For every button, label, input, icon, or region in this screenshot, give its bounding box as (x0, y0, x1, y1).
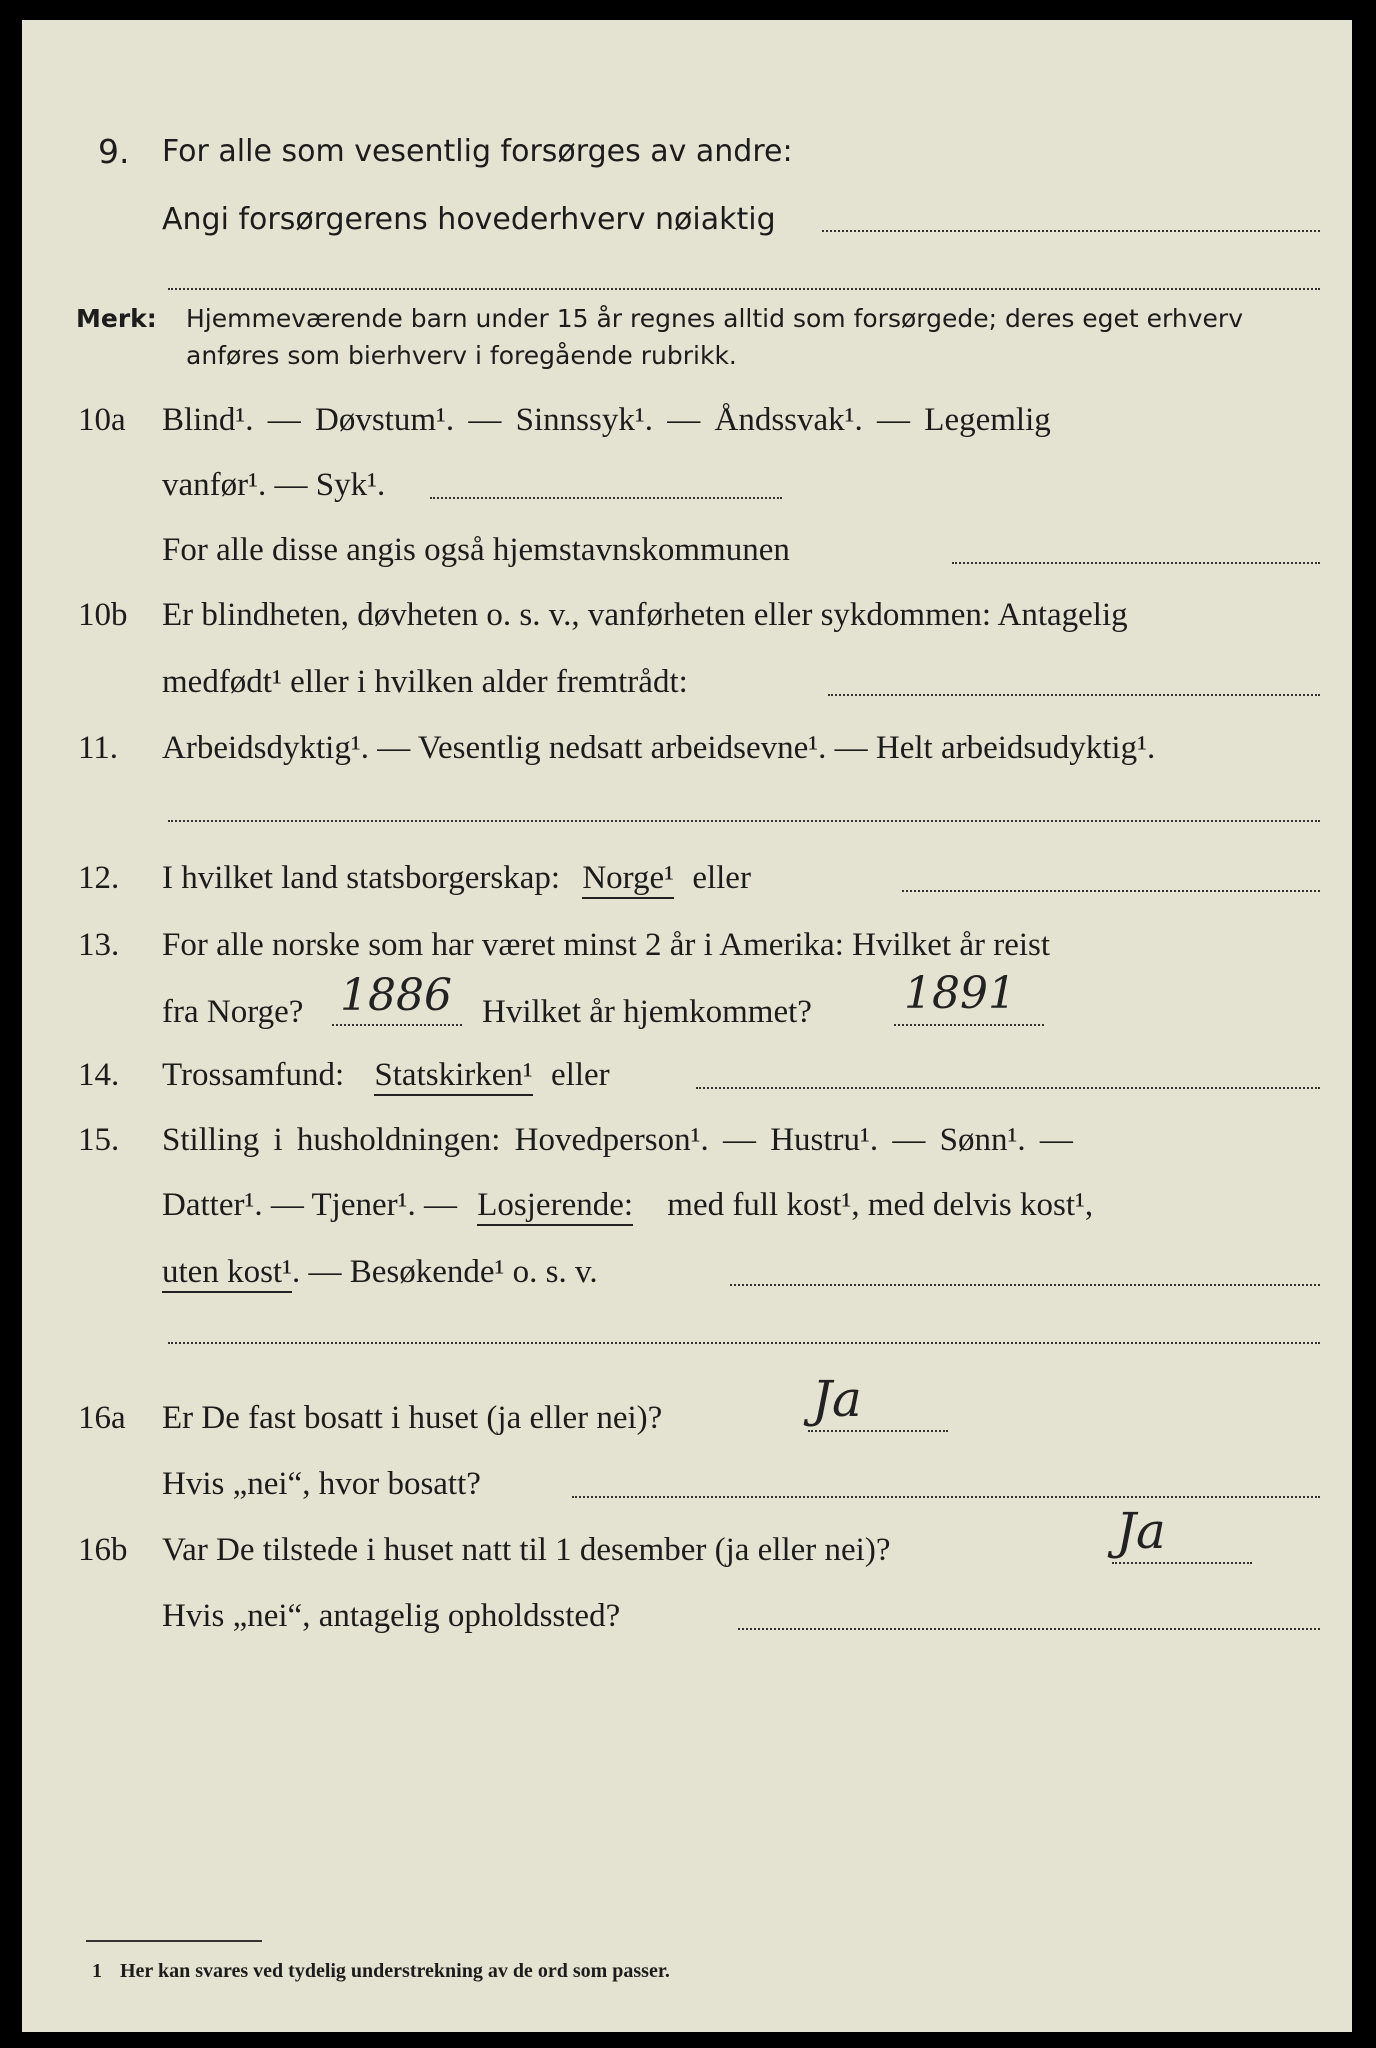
merk-line1: Hjemmeværende barn under 15 år regnes alltid som forsørgede; deres eget erhverv (186, 304, 1243, 333)
footnote-mark: 1 (92, 1960, 102, 1982)
q12-number: 12. (78, 860, 120, 896)
merk-line2: anføres som bierhverv i foregående rubrikk. (186, 341, 737, 370)
q12-line (162, 858, 751, 898)
q12-answer-line[interactable] (902, 890, 1320, 892)
q13-label-left: fra Norge? (162, 994, 304, 1030)
q10b-number: 10b (78, 597, 128, 633)
q15-answer-line-2[interactable] (168, 1342, 1320, 1344)
q10b-line1: Er blindheten, døvheten o. s. v., vanførheten eller sykdommen: Antagelig (162, 597, 1128, 633)
q12-option-norge[interactable]: Norge¹ (582, 860, 674, 899)
q14-option-statskirken[interactable]: Statskirken¹ (374, 1057, 532, 1096)
q9-answer-line-2[interactable] (168, 288, 1320, 290)
q16a-line1: Er De fast bosatt i huset (ja eller nei)? (162, 1400, 663, 1436)
q13-label-right: Hvilket år hjemkommet? (482, 994, 812, 1030)
q15-line1: Stilling i husholdningen: Hovedperson¹. — Hustru¹. — Sønn¹. — (162, 1122, 1073, 1158)
q14-number: 14. (78, 1057, 120, 1093)
q14-answer-line[interactable] (696, 1087, 1320, 1089)
q13-right-line[interactable] (894, 1024, 1044, 1026)
q16a-answer-line[interactable] (808, 1430, 948, 1432)
q16b-number: 16b (78, 1532, 128, 1568)
q16a-line2: Hvis „nei“, hvor bosatt? (162, 1466, 481, 1502)
q15-line2-a: Datter¹. — Tjener¹. — (162, 1187, 458, 1223)
q9-line1: For alle som vesentlig forsørges av andre: (162, 134, 793, 169)
q12-suffix: eller (692, 860, 751, 896)
q15-line3 (162, 1252, 598, 1292)
q16a-where-line[interactable] (572, 1496, 1320, 1498)
q10a-line1: Blind¹. — Døvstum¹. — Sinnssyk¹. — Åndssvak¹. — Legemlig (162, 402, 1051, 438)
q10a-line2: vanfør¹. — Syk¹. (162, 467, 386, 503)
q10b-answer-line[interactable] (828, 694, 1320, 696)
census-form-page (22, 20, 1352, 2032)
q13-number: 13. (78, 927, 120, 963)
q16b-answer: Ja (1116, 1502, 1166, 1560)
q13-left-line[interactable] (332, 1024, 462, 1026)
q15-answer-line[interactable] (730, 1284, 1320, 1286)
q10a-line3: For alle disse angis også hjemstavnskommunen (162, 532, 790, 568)
footnote-text: Her kan svares ved tydelig understrekning av de ord som passer. (120, 1960, 670, 1982)
q16b-answer-line[interactable] (1112, 1562, 1252, 1564)
q9-line2: Angi forsørgerens hovederhverv nøiaktig (162, 202, 776, 237)
q16a-number: 16a (78, 1400, 126, 1436)
q16b-line2: Hvis „nei“, antagelig opholdssted? (162, 1598, 621, 1634)
q14-line (162, 1055, 610, 1095)
q10a-hometown-line[interactable] (952, 562, 1320, 564)
q13-answer-right: 1891 (904, 968, 1016, 1019)
q11-line1: Arbeidsdyktig¹. — Vesentlig nedsatt arbeidsevne¹. — Helt arbeidsudyktig¹. (162, 730, 1156, 766)
q12-prefix: I hvilket land statsborgerskap: (162, 860, 561, 896)
q16b-place-line[interactable] (738, 1628, 1320, 1630)
q15-line3-b: . — Besøkende¹ o. s. v. (291, 1254, 598, 1290)
q15-line2 (162, 1185, 1093, 1225)
q16b-line1: Var De tilstede i huset natt til 1 desember (ja eller nei)? (162, 1532, 891, 1568)
q14-prefix: Trossamfund: (162, 1057, 345, 1093)
q14-suffix: eller (551, 1057, 610, 1093)
q11-number: 11. (78, 730, 119, 766)
q13-line1: For alle norske som har været minst 2 år i Amerika: Hvilket år reist (162, 927, 1051, 963)
q15-option-losjerende[interactable]: Losjerende: (477, 1187, 633, 1226)
q10b-line2: medfødt¹ eller i hvilken alder fremtrådt: (162, 664, 688, 700)
q9-number: 9. (98, 132, 130, 171)
footnote-rule (86, 1940, 262, 1942)
q10a-answer-line[interactable] (430, 497, 782, 499)
q15-option-uten-kost[interactable]: uten kost¹ (162, 1254, 292, 1293)
merk-label: Merk: (76, 304, 157, 333)
q10a-number: 10a (78, 402, 126, 438)
q9-answer-line[interactable] (822, 230, 1320, 232)
q16a-answer: Ja (812, 1370, 862, 1428)
q15-number: 15. (78, 1122, 120, 1158)
q13-answer-left: 1886 (340, 970, 452, 1021)
q15-line2-c: med full kost¹, med delvis kost¹, (667, 1187, 1094, 1223)
q11-answer-line[interactable] (168, 820, 1320, 822)
